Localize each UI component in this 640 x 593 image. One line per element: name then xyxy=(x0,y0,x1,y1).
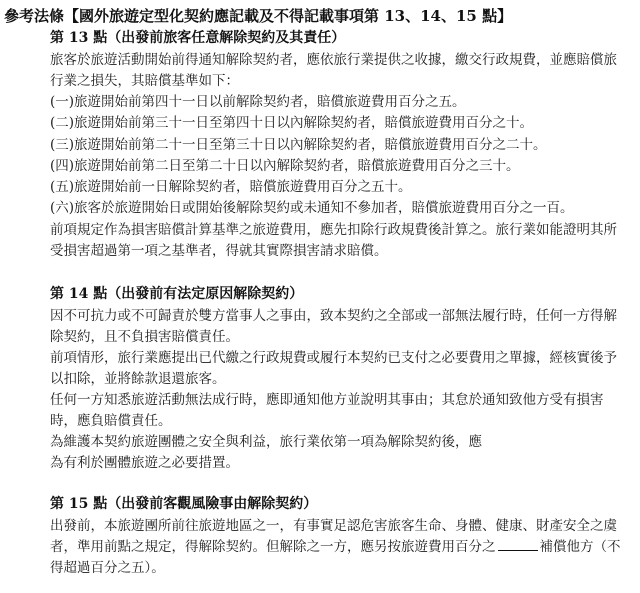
section-13-closing: 前項規定作為損害賠償計算基準之旅遊費用，應先扣除行政規費後計算之。旅行業如能證明其所受損害超過第一項之基準者，得就其實際損害請求賠償。 xyxy=(50,221,617,259)
section-13-intro: 旅客於旅遊活動開始前得通知解除契約者，應依旅行業提供之收據，繳交行政規費，並應賠償旅行業之損失，其賠償基準如下： xyxy=(50,52,617,89)
section-14-paragraph-4: 為維護本契約旅遊團體之安全與利益，旅行業依第一項為解除契約後，應 xyxy=(50,433,482,450)
section-14 xyxy=(4,284,626,474)
section-14-paragraph-2: 前項情形，旅行業應提出已代繳之行政規費或履行本契約已支付之必要費用之單據，經核實後予以扣除，並將餘款退還旅客。 xyxy=(50,349,617,387)
section-13-heading: 第 13 點（出發前旅客任意解除契約及其責任） xyxy=(50,30,346,46)
section-13-item-4: (四)旅遊開始前第二日至第二十日以內解除契約者，賠償旅遊費用百分之三十。 xyxy=(50,157,520,174)
section-15-text-before-blank: 出發前，本旅遊團所前往旅遊地區之一，有事實足認危害旅客生命、身體、健康、財產安全之虞者，準用前點之規定，得解除契約。但解除之一方，應另按旅遊費用百分之 xyxy=(50,517,617,555)
section-13-item-2: (二)旅遊開始前第三十一日至第四十日以內解除契約者，賠償旅遊費用百分之十。 xyxy=(50,115,534,132)
section-13-item-1: (一)旅遊開始前第四十一日以前解除契約者，賠償旅遊費用百分之五。 xyxy=(50,94,466,110)
section-13-item-6: (六)旅客於旅遊開始日或開始後解除契約或未通知不參加者，賠償旅遊費用百分之一百。 xyxy=(50,200,574,217)
section-14-heading: 第 14 點（出發前有法定原因解除契約） xyxy=(50,285,304,302)
section-13 xyxy=(4,28,626,262)
section-14-paragraph-1: 因不可抗力或不可歸責於雙方當事人之事由，致本契約之全部或一部無法履行時，任何一方得解除契約，且不負損害賠償責任。 xyxy=(50,307,617,345)
section-14-paragraph-3: 任何一方知悉旅遊活動無法成行時，應即通知他方並說明其事由；其怠於通知致他方受有損害時，應負賠償責任。 xyxy=(50,391,604,429)
section-14-paragraph-5: 為有利於團體旅遊之必要措置。 xyxy=(50,454,239,471)
section-13-item-5: (五)旅遊開始前一日解除契約者，賠償旅遊費用百分之五十。 xyxy=(50,179,412,196)
section-15-text-after-blank: 補償他方（不得超過百分之五）。 xyxy=(50,538,621,576)
section-spacer xyxy=(4,262,626,284)
section-15-paragraph xyxy=(50,516,626,579)
section-15-heading: 第 15 點（出發前客觀風險事由解除契約） xyxy=(50,495,318,512)
fill-in-blank xyxy=(498,549,538,551)
section-13-item-3: (三)旅遊開始前第二十一日至第三十日以內解除契約者，賠償旅遊費用百分之二十。 xyxy=(50,136,547,153)
section-spacer xyxy=(4,474,626,494)
section-15 xyxy=(4,494,626,579)
document-title: 參考法條【國外旅遊定型化契約應記載及不得記載事項第 13、14、15 點】 xyxy=(4,7,513,25)
